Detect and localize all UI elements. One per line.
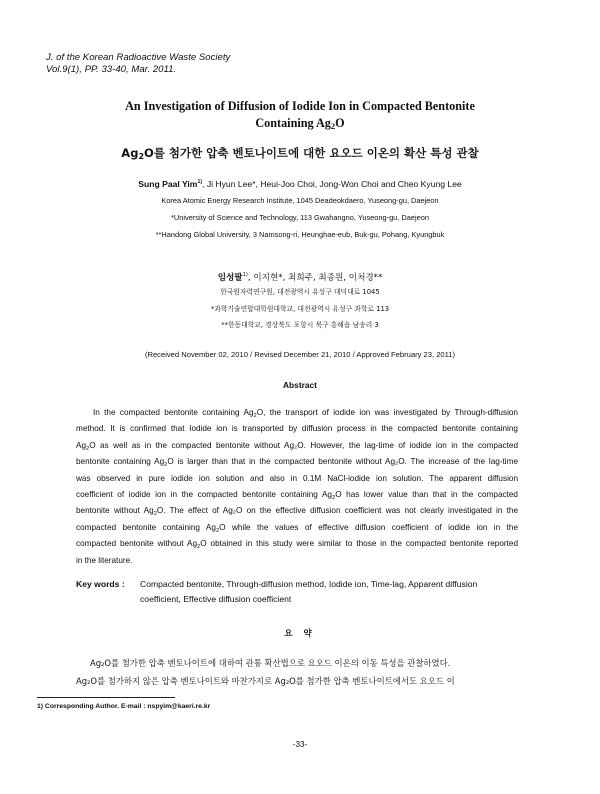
- abstract-heading: Abstract: [283, 380, 317, 390]
- abstract-text: coefficient of iodide ion in the compacted bentonite containing Ag: [76, 490, 332, 500]
- keywords-label: Key words :: [76, 579, 125, 589]
- abstract-text: method. It is confirmed that Iodide ion is transported by diffusion process in the compacted bentonite containing: [76, 424, 518, 434]
- abstract-text: In the compacted bentonite containing Ag: [93, 408, 254, 417]
- abstract-subscript: 2: [253, 413, 257, 419]
- korean-title-text: O를 첨가한 압축 벤토나이트에 대한 요오드 이온의 확산 특성 관찰: [144, 146, 479, 160]
- abstract-text: compacted bentonite without Ag: [76, 539, 198, 549]
- abstract-line: [76, 438, 518, 454]
- abstract-line: [76, 471, 518, 487]
- abstract-text: bentonite containing Ag: [76, 457, 165, 467]
- author-list: [40, 176, 560, 190]
- affiliation-2: *University of Science and Technology, 113 Gwahangno, Yuseong-gu, Daejeon: [171, 213, 429, 222]
- abstract-text: O as well as in the compacted bentonite without Ag₂O. However, the lag-time of iodide ion in the compacted: [89, 440, 518, 450]
- abstract-line: [76, 536, 518, 552]
- paper-title-line2: [60, 115, 540, 132]
- abstract-line: [76, 487, 518, 503]
- keywords-line-2: coefficient, Effective diffusion coefficient: [140, 594, 292, 604]
- keywords-line-1: Compacted bentonite, Through-diffusion method, Iodide ion, Time-lag, Apparent diffusion: [140, 579, 478, 589]
- abstract-text: O is larger than that in the compacted bentonite without Ag₂O. The increase of the lag-time: [167, 457, 518, 467]
- abstract-text: was observed in pure iodide ion solution and also in 0.1M NaCl-iodide ion solution. The apparent diffusion: [76, 473, 518, 483]
- korean-author-list: [40, 269, 560, 284]
- korean-affiliation-1: 한국원자력연구원, 대전광역시 유성구 대덕대로 1045: [220, 288, 380, 296]
- abstract-text: Ag: [76, 440, 87, 450]
- journal-volume: Vol.9(1), PP. 33-40, Mar. 2011.: [46, 64, 177, 75]
- corresponding-author: Sung Paal Yim: [138, 178, 198, 189]
- korean-co-authors: , 이지현*, 최희주, 최종원, 이처경**: [247, 272, 383, 283]
- abstract-line: [76, 454, 518, 470]
- footnote-divider: [37, 697, 175, 698]
- abstract-text: in the literature.: [76, 555, 133, 565]
- abstract-line: [76, 405, 518, 421]
- abstract-subscript: 2: [153, 511, 157, 518]
- abstract-line: [76, 520, 518, 536]
- abstract-subscript: 2: [86, 445, 90, 452]
- korean-abstract-heading: 요 약: [284, 629, 316, 639]
- journal-citation: [46, 52, 230, 76]
- korean-title: [60, 145, 540, 161]
- abstract-subscript: 2: [197, 544, 201, 551]
- korean-abstract-line-1: Ag₂O를 첨가한 압축 벤토나이트에 대하여 관통 확산법으로 요오드 이온의 이동 특성을 관찰하였다.: [90, 658, 451, 668]
- title-subscript: 2: [330, 121, 336, 131]
- abstract-line: [76, 553, 518, 569]
- korean-title-subscript: 2: [138, 152, 145, 161]
- korean-corresponding-author: 임성팔: [217, 272, 243, 283]
- abstract-line: [76, 503, 518, 519]
- abstract-subscript: 2: [331, 495, 336, 502]
- paper-title: [60, 98, 540, 132]
- corresponding-author-footnote: 1) Corresponding Author. E-mail : nspyim@kaeri.re.kr: [37, 703, 211, 710]
- korean-title-prefix: Ag: [121, 146, 139, 160]
- affiliation-1: Korea Atomic Energy Research Institute, 1045 Deadeokdaero, Yuseong-gu, Daejeon: [161, 196, 439, 205]
- korean-affiliation-2: *과학기술연합대학원대학교, 대전광역시 유성구 과학로 113: [210, 305, 390, 313]
- abstract-text: O obtained in this study were similar to those in the compacted bentonite reported: [200, 539, 518, 549]
- abstract-text: compacted bentonite containing Ag: [76, 522, 216, 532]
- abstract-text: O, the transport of iodide ion was investigated by Through-diffusion: [256, 408, 518, 417]
- abstract-text: bentonite without Ag: [76, 506, 154, 516]
- abstract-text: O while the values of effective diffusion coefficient of iodide ion in the: [219, 522, 518, 532]
- paper-title-line1: An Investigation of Diffusion of Iodide Ion in Compacted Bentonite: [125, 99, 475, 113]
- korean-abstract-line-2: Ag₂O를 첨가하지 않은 압축 벤토나이트와 마찬가지로 Ag₂O를 첨가한 압축 벤토나이트에서도 요오드 이: [76, 676, 455, 686]
- abstract-text: O has lower value than that in the compacted: [335, 490, 518, 500]
- abstract-subscript: 2: [164, 462, 168, 469]
- abstract-subscript: 2: [215, 527, 220, 534]
- co-authors: , Ji Hyun Lee*, Heui-Joo Choi, Jong-Won Choi and Cheo Kyung Lee: [202, 178, 462, 189]
- korean-author-footnote-mark: 1): [242, 272, 248, 278]
- received-dates: (Received November 02, 2010 / Revised December 21, 2010 / Approved February 23, 2011): [144, 350, 456, 359]
- journal-name: J. of the Korean Radioactive Waste Society: [46, 52, 231, 63]
- title-text-end: O: [335, 116, 345, 130]
- abstract-line: [76, 421, 518, 437]
- korean-affiliation-3: **한동대학교, 경상북도 포항시 북구 흥해읍 남송리 3: [221, 321, 379, 329]
- keywords-text: [140, 577, 518, 607]
- page-number: -33-: [292, 740, 308, 749]
- abstract-text: O. The effect of Ag₂O on the effective diffusion coefficient was not clearly investigated in the: [156, 506, 519, 516]
- affiliation-3: **Handong Global University, 3 Namsong-ri, Heunghae-eub, Buk-gu, Pohang, Kyungbuk: [155, 230, 445, 239]
- author-footnote-mark: 1): [197, 179, 203, 185]
- abstract-body: [76, 405, 518, 569]
- korean-abstract-body: [76, 654, 518, 690]
- title-text: Containing Ag: [255, 116, 331, 130]
